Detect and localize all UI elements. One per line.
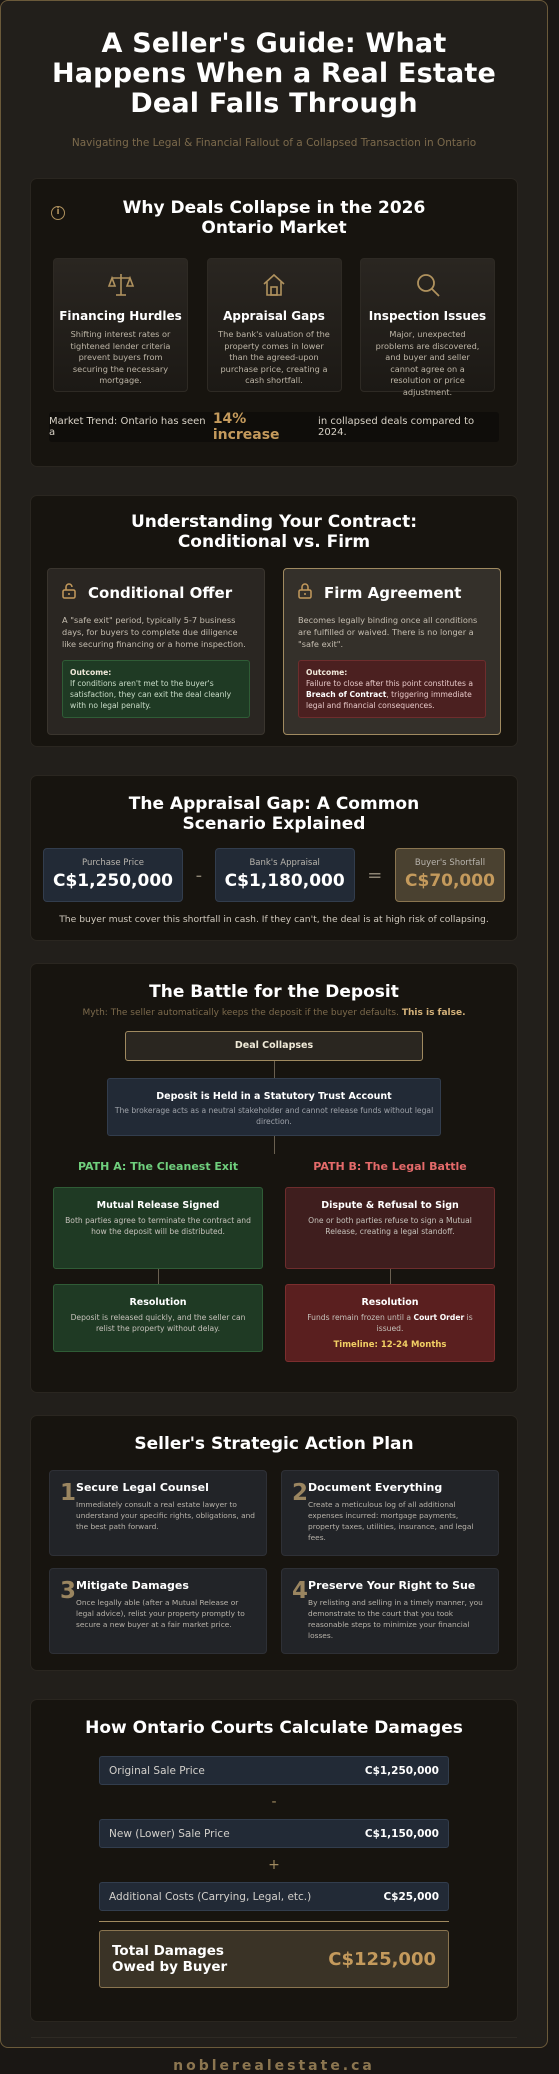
damages-row: [99, 1882, 449, 1911]
path-a-title: PATH A: The Cleanest Exit: [77, 1160, 239, 1173]
outcome-bold: Breach of Contract: [306, 690, 387, 699]
firm-outcome: [298, 660, 486, 718]
plus-sign: +: [268, 1857, 280, 1873]
collapse-card-title: Inspection Issues: [368, 309, 487, 323]
trust-text: The brokerage acts as a neutral stakeholder and cannot release funds without legal direction.: [114, 1106, 434, 1126]
path-b-box2-title: Resolution: [361, 1297, 419, 1308]
conditional-title: Conditional Offer: [88, 584, 233, 602]
contract-cards: [31, 568, 517, 735]
collapse-card-title: Appraisal Gaps: [223, 309, 325, 323]
flow-connector: [274, 1061, 275, 1078]
step-number: 4: [292, 1578, 309, 1604]
path-b-resolution-box: [285, 1284, 495, 1362]
damages-section: [31, 1700, 517, 2021]
appraisal-equation: [31, 848, 517, 902]
outcome-pre: Failure to close after this point constitutes a: [306, 679, 473, 688]
damages-row-value: C$1,150,000: [364, 1827, 439, 1840]
path-a-resolution-box: [53, 1284, 263, 1352]
magnifier-icon: [361, 271, 494, 301]
contract-section: [31, 496, 517, 746]
collapse-card-text: Shifting interest rates or tightened lender criteria prevent buyers from securing the necessary mortgage.: [70, 329, 171, 385]
myth-bold: This is false.: [401, 1008, 466, 1018]
flow-connector: [390, 1269, 391, 1284]
collapse-card-appraisal: [207, 258, 342, 392]
collapse-card-financing: [53, 258, 188, 392]
resolution-post: is issued.: [376, 1313, 473, 1333]
action-plan-title: Seller's Strategic Action Plan: [134, 1434, 414, 1454]
contract-title: Understanding Your Contract: Conditional vs. Firm: [130, 512, 418, 552]
appraisal-title: The Appraisal Gap: A Common Scenario Explained: [128, 794, 420, 834]
myth-text: Myth: The seller automatically keeps the deposit if the buyer defaults.: [82, 1008, 399, 1018]
damages-total-label: Total Damages Owed by Buyer: [112, 1943, 228, 1975]
step-text: By relisting and selling in a timely manner, you demonstrate to the court that you took reasonable steps to minimize your financial losses.: [308, 1598, 483, 1640]
conditional-desc: A "safe exit" period, typically 5-7 business days, for buyers to complete due diligence like securing financing or a home inspection.: [62, 615, 246, 649]
resolution-bold: Court Order: [413, 1313, 465, 1322]
step-number: 2: [292, 1480, 309, 1506]
damages-row-label: New (Lower) Sale Price: [109, 1827, 230, 1840]
damages-row-value: C$1,250,000: [364, 1764, 439, 1777]
damages-row-label: Additional Costs (Carrying, Legal, etc.): [109, 1890, 312, 1903]
page-title: A Seller's Guide: What Happens When a Real Estate Deal Falls Through: [51, 28, 497, 119]
action-step: [49, 1568, 267, 1654]
shortfall-label: Buyer's Shortfall: [414, 858, 486, 868]
info-icon: i: [51, 206, 65, 220]
step-number: 1: [60, 1480, 77, 1506]
action-step: [281, 1470, 499, 1556]
collapse-card-text: The bank's valuation of the property comes in lower than the agreed-upon purchase price, creating a cash shortfall.: [218, 329, 330, 385]
collapse-card-title: Financing Hurdles: [59, 309, 182, 323]
trend-prefix: Market Trend: Ontario has seen a: [49, 416, 206, 438]
mutual-release-box: [53, 1187, 263, 1269]
bank-value: C$1,180,000: [224, 871, 345, 891]
step-number: 3: [60, 1578, 77, 1604]
market-trend: [49, 412, 499, 442]
path-a-box1-text: Both parties agree to terminate the contract and how the deposit will be distributed.: [65, 1216, 251, 1236]
bank-appraisal-box: [215, 848, 355, 902]
path-a-box2-title: Resolution: [129, 1297, 187, 1308]
step-text: Once legally able (after a Mutual Release or legal advice), relist your property promptly to secure a new buyer at a fair market price.: [76, 1598, 245, 1629]
path-b-box1-text: One or both parties refuse to sign a Mutual Release, creating a legal standoff.: [308, 1216, 472, 1236]
deposit-title: The Battle for the Deposit: [149, 982, 399, 1002]
flow-connector: [274, 1136, 275, 1154]
purchase-price-box: [43, 848, 183, 902]
outcome-label: Outcome:: [306, 668, 348, 677]
trust-title: Deposit is Held in a Statutory Trust Account: [156, 1091, 392, 1102]
action-step: [281, 1568, 499, 1654]
firm-title: Firm Agreement: [324, 584, 462, 602]
damages-row-label: Original Sale Price: [109, 1764, 205, 1777]
damages-row: [99, 1756, 449, 1785]
footer-domain: noblerealestate.ca: [31, 2037, 517, 2074]
purchase-label: Purchase Price: [81, 858, 145, 868]
damages-total-value: C$125,000: [328, 1948, 436, 1970]
step-title: Secure Legal Counsel: [76, 1481, 209, 1494]
path-a-box1-title: Mutual Release Signed: [96, 1200, 220, 1211]
resolution-pre: Funds remain frozen until a: [307, 1313, 412, 1322]
scale-icon: [54, 271, 187, 301]
minus-sign: -: [271, 1794, 277, 1810]
purchase-value: C$1,250,000: [52, 871, 174, 891]
appraisal-section: [31, 776, 517, 940]
path-b-box2-text: [294, 1312, 486, 1334]
damages-total-box: [99, 1930, 449, 1988]
damages-divider: [99, 1921, 449, 1922]
action-steps: [31, 1470, 517, 1666]
collapse-card-text: Major, unexpected problems are discovered, and buyer and seller cannot agree on a resolution or price adjustment.: [375, 329, 480, 397]
trend-highlight: 14% increase: [212, 411, 280, 443]
shortfall-box: [395, 848, 505, 902]
page-header: [31, 1, 517, 149]
page-subtitle: Navigating the Legal & Financial Fallout of a Collapsed Transaction in Ontario: [71, 137, 477, 149]
damages-row-value: C$25,000: [383, 1890, 439, 1903]
step-text: Create a meticulous log of all additional expenses incurred: mortgage payments, property taxes, utilities, insurance, and legal fees.: [308, 1500, 474, 1542]
firm-desc: Becomes legally binding once all conditions are fulfilled or waived. There is no longer a "safe exit".: [298, 615, 478, 649]
outcome-post: , triggering immediate legal and financial consequences.: [306, 690, 472, 710]
path-a: [53, 1160, 263, 1362]
deposit-myth: [31, 1008, 517, 1018]
path-b-title: PATH B: The Legal Battle: [313, 1160, 467, 1173]
trend-suffix: in collapsed deals compared to 2024.: [318, 416, 475, 438]
action-plan-section: [31, 1416, 517, 1670]
bank-label: Bank's Appraisal: [249, 858, 320, 868]
outcome-label: Outcome:: [70, 668, 112, 677]
house-icon: [208, 271, 341, 301]
step-title: Document Everything: [308, 1481, 443, 1494]
action-step: [49, 1470, 267, 1556]
damages-title: How Ontario Courts Calculate Damages: [85, 1718, 463, 1738]
collapse-section: [31, 179, 517, 466]
path-b-box1-title: Dispute & Refusal to Sign: [321, 1200, 459, 1211]
path-a-box2-text: Deposit is released quickly, and the seller can relist the property without delay.: [70, 1313, 246, 1333]
conditional-offer-card: [47, 568, 265, 735]
dispute-box: [285, 1187, 495, 1269]
path-b: [285, 1160, 495, 1362]
lock-icon: [298, 583, 312, 603]
collapse-cards: [31, 258, 517, 397]
equals-sign: =: [367, 864, 383, 886]
deal-collapses-box: Deal Collapses: [125, 1031, 423, 1061]
step-text: Immediately consult a real estate lawyer to understand your specific rights, obligations, and the best path forward.: [76, 1500, 255, 1531]
unlock-icon: [62, 583, 76, 603]
conditional-outcome: [62, 660, 250, 718]
outcome-text: If conditions aren't met to the buyer's satisfaction, they can exit the deal cleanly with no legal penalty.: [70, 679, 232, 710]
deposit-paths: [31, 1160, 517, 1362]
trust-account-box: [107, 1078, 441, 1136]
deposit-section: [31, 964, 517, 1392]
collapse-card-inspection: [360, 258, 495, 397]
step-title: Preserve Your Right to Sue: [308, 1579, 476, 1592]
appraisal-note: The buyer must cover this shortfall in cash. If they can't, the deal is at high risk of collapsing.: [59, 914, 489, 925]
collapse-title: Why Deals Collapse in the 2026 Ontario Market: [122, 198, 426, 238]
shortfall-value: C$70,000: [405, 871, 495, 891]
firm-agreement-card: [283, 568, 501, 735]
flow-connector: [158, 1269, 159, 1284]
damages-row: [99, 1819, 449, 1848]
timeline-label: Timeline: 12-24 Months: [333, 1340, 447, 1350]
step-title: Mitigate Damages: [76, 1579, 189, 1592]
minus-sign: -: [195, 864, 203, 886]
